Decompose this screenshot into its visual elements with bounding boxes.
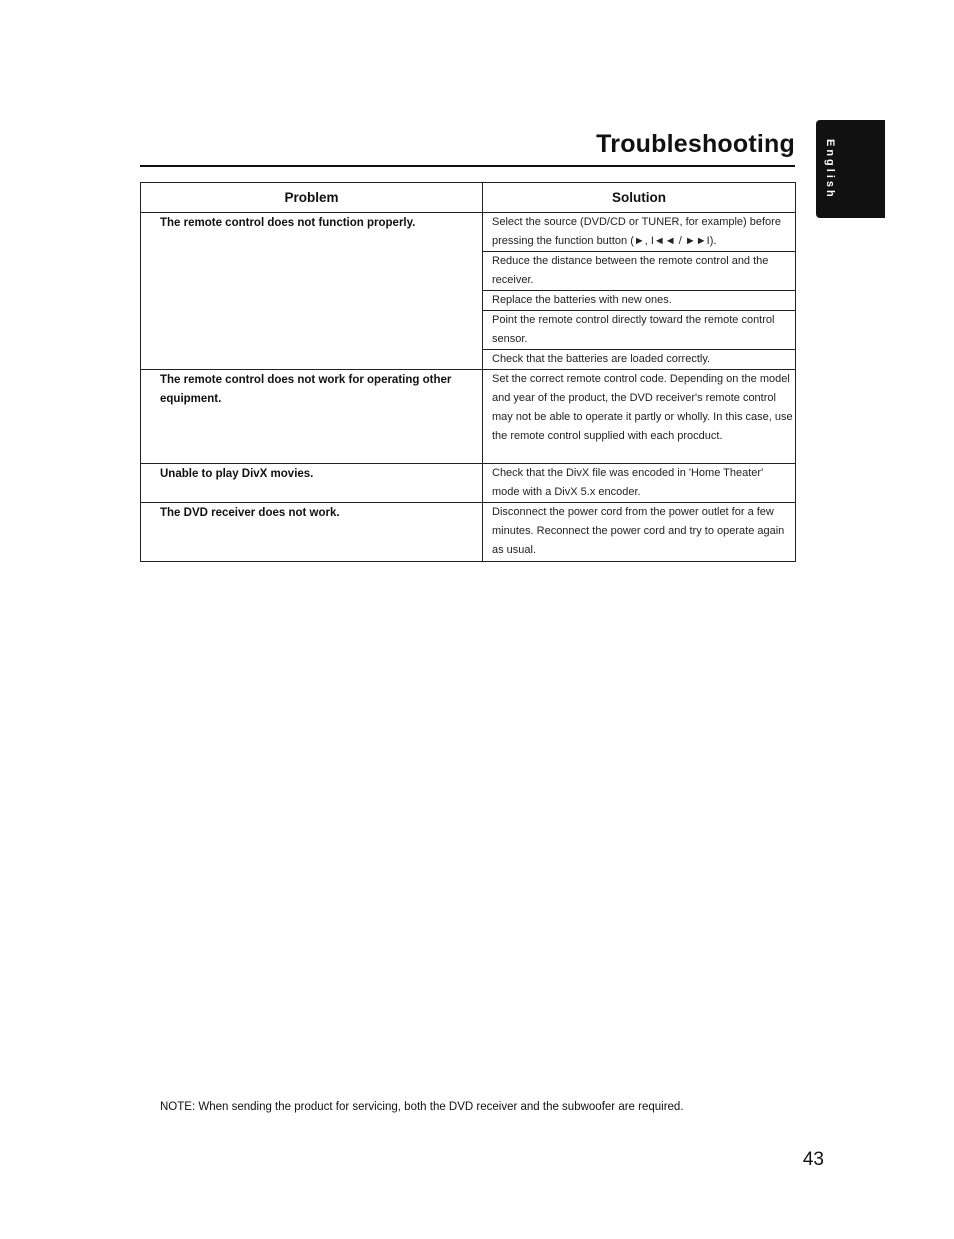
- table-row: [141, 503, 796, 562]
- table-header-row: [141, 183, 796, 213]
- title-rule: [140, 165, 795, 167]
- table-row: [141, 213, 796, 252]
- solution-cell: Replace the batteries with new ones.: [483, 291, 796, 311]
- solution-cell: Point the remote control directly toward the remote control sensor.: [483, 311, 796, 350]
- problem-cell: The remote control does not work for operating other equipment.: [141, 370, 483, 464]
- solution-cell: Check that the batteries are loaded correctly.: [483, 350, 796, 370]
- solution-cell: Disconnect the power cord from the power outlet for a few minutes. Reconnect the power cord and try to operate again as usual.: [483, 503, 796, 562]
- problem-cell: Unable to play DivX movies.: [141, 464, 483, 503]
- solution-cell: Select the source (DVD/CD or TUNER, for example) before pressing the function button (►, I◄◄ / ►►I).: [483, 213, 796, 252]
- troubleshooting-table: [140, 182, 796, 562]
- solution-cell: Check that the DivX file was encoded in 'Home Theater' mode with a DivX 5.x encoder.: [483, 464, 796, 503]
- table-row: [141, 370, 796, 464]
- problem-cell: The remote control does not function properly.: [141, 213, 483, 370]
- solution-cell: Set the correct remote control code. Depending on the model and year of the product, the DVD receiver's remote control may not be able to operate it partly or wholly. In this case, use the remote control supplied with each procduct.: [483, 370, 796, 464]
- page-number: 43: [802, 1149, 824, 1170]
- problem-column-header: Problem: [141, 183, 483, 213]
- service-note: NOTE: When sending the product for servicing, both the DVD receiver and the subwoofer are required.: [160, 1101, 684, 1113]
- solution-column-header: Solution: [483, 183, 796, 213]
- problem-cell: The DVD receiver does not work.: [141, 503, 483, 562]
- solution-cell: Reduce the distance between the remote control and the receiver.: [483, 252, 796, 291]
- language-tab-label: [816, 120, 844, 218]
- language-tab-text: English: [824, 138, 836, 200]
- table-row: [141, 464, 796, 503]
- page-title: Troubleshooting: [596, 130, 795, 158]
